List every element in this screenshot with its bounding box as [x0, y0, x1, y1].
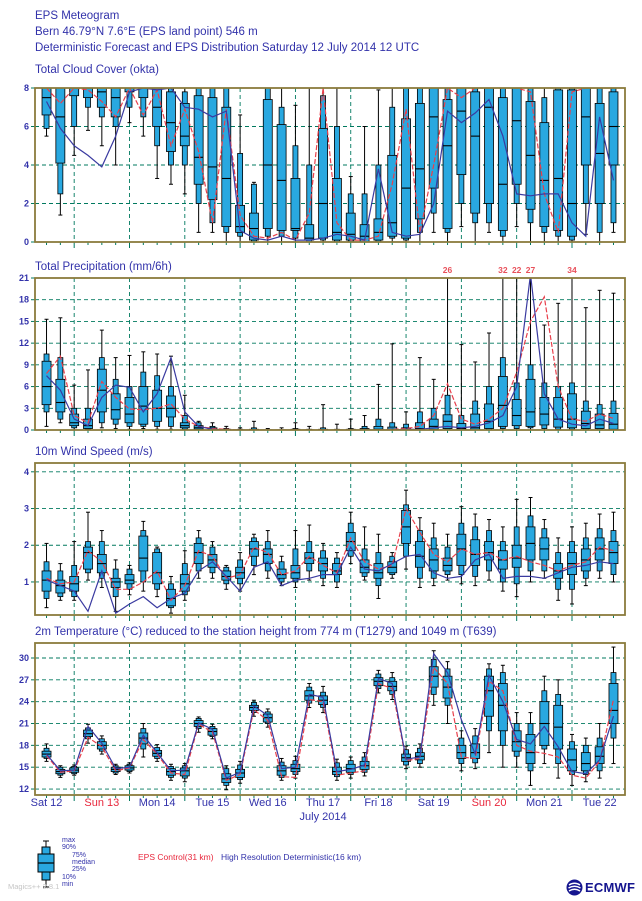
svg-text:12: 12	[18, 784, 29, 795]
svg-text:8: 8	[23, 83, 29, 93]
legend-label-10: 10%	[62, 874, 77, 881]
svg-text:3: 3	[23, 403, 29, 414]
svg-text:1: 1	[23, 576, 29, 587]
x-axis-day-label: Sat 19	[417, 797, 450, 809]
svg-text:4: 4	[23, 160, 29, 170]
x-axis-day-label: Tue 22	[582, 797, 617, 809]
offscale-max-label: 26	[442, 265, 453, 275]
svg-text:6: 6	[23, 381, 29, 392]
x-axis-day-label: Thu 17	[305, 797, 341, 809]
legend-hires-series: High Resolution Deterministic(16 km)	[220, 852, 362, 862]
svg-text:0: 0	[23, 425, 29, 435]
x-axis-day-label: Sun 13	[84, 797, 120, 809]
x-axis-day-label: Sat 12	[30, 797, 63, 809]
chart-panel-3	[0, 627, 642, 805]
station-subtitle: Bern 46.79°N 7.6°E (EPS land point) 546 m	[35, 26, 258, 38]
x-axis-month-label: July 2014	[299, 811, 347, 823]
legend-label-max: max	[62, 837, 76, 844]
series-legend	[138, 852, 361, 862]
magics-version: Magics++ 2.8.1	[8, 882, 60, 891]
svg-text:21: 21	[18, 718, 29, 729]
svg-text:0: 0	[23, 237, 29, 247]
svg-text:6: 6	[23, 121, 29, 132]
svg-text:3: 3	[23, 503, 29, 514]
x-axis-day-label: Fri 18	[364, 797, 393, 809]
svg-text:21: 21	[18, 273, 29, 283]
x-axis-day-label: Sun 20	[471, 797, 507, 809]
page-title: EPS Meteogram	[35, 10, 120, 22]
panel-title-temperature: 2m Temperature (°C) reduced to the station height from 774 m (T1279) and 1049 m (T639)	[35, 626, 497, 638]
svg-text:2: 2	[23, 198, 29, 209]
svg-text:15: 15	[18, 762, 29, 773]
ecmwf-emblem-icon	[566, 879, 583, 896]
chart-panel-0	[0, 72, 642, 252]
svg-text:4: 4	[23, 466, 29, 477]
legend-label-25: 25%	[72, 866, 87, 873]
ecmwf-logo-text: ECMWF	[585, 880, 636, 895]
panel-title-cloud-cover: Total Cloud Cover (okta)	[35, 64, 159, 76]
offscale-max-label: 27	[525, 265, 536, 275]
svg-text:18: 18	[18, 294, 29, 305]
legend-label-90: 90%	[62, 844, 77, 851]
panel-title-precipitation: Total Precipitation (mm/6h)	[35, 261, 172, 273]
svg-text:18: 18	[18, 740, 29, 751]
run-subtitle: Deterministic Forecast and EPS Distribution Saturday 12 July 2014 12 UTC	[35, 42, 420, 54]
svg-text:30: 30	[18, 652, 29, 663]
legend-label-median: median	[72, 859, 95, 866]
legend-control-series: EPS Control(31 km)	[138, 852, 214, 862]
x-axis-day-label: Mon 14	[138, 797, 176, 809]
ecmwf-logo	[566, 879, 635, 896]
svg-text:24: 24	[18, 696, 29, 707]
svg-text:15: 15	[18, 316, 29, 327]
time-axis-labels	[0, 797, 642, 827]
x-axis-day-label: Tue 15	[195, 797, 230, 809]
svg-text:12: 12	[18, 338, 29, 349]
offscale-max-label: 32	[498, 265, 508, 275]
panel-title-wind-speed: 10m Wind Speed (m/s)	[35, 446, 153, 458]
svg-text:2: 2	[23, 540, 29, 551]
offscale-max-label: 22	[511, 265, 522, 275]
x-axis-day-label: Wed 16	[248, 797, 287, 809]
offscale-max-label: 34	[567, 265, 577, 275]
chart-panel-1	[0, 262, 642, 440]
chart-panel-2	[0, 447, 642, 625]
legend-label-75: 75%	[72, 852, 87, 859]
x-axis-day-label: Mon 21	[525, 797, 563, 809]
svg-text:9: 9	[23, 359, 29, 370]
legend-label-min: min	[62, 881, 74, 888]
svg-text:27: 27	[18, 674, 29, 685]
